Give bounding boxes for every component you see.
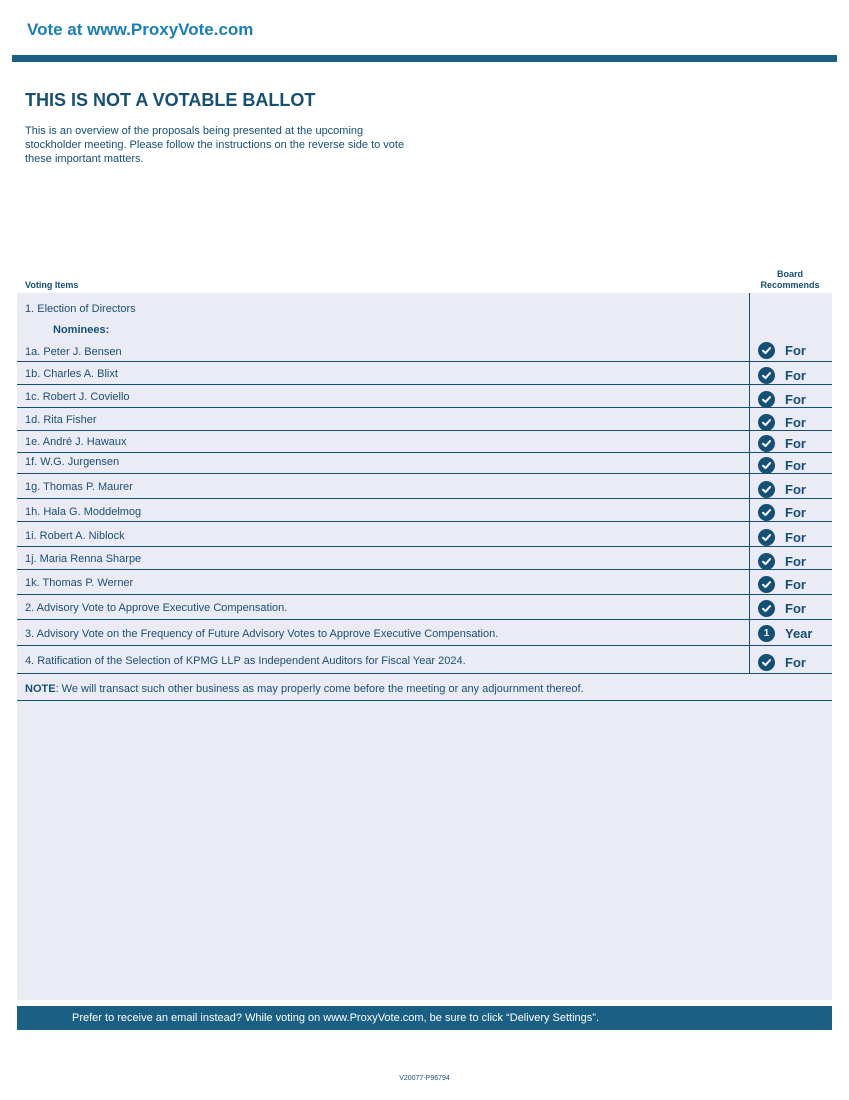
checkmark-icon [758,553,775,570]
recommendation-label: For [785,391,806,407]
checkmark-icon [758,342,775,359]
board-recommends-header [750,269,830,291]
board-recommendation [758,624,828,642]
row-label: 1a. Peter J. Bensen [25,346,122,358]
board-recommendation [758,390,828,408]
row-label: 1g. Thomas P. Maurer [25,481,133,493]
row-label: 1d. Rita Fisher [25,414,97,426]
checkmark-icon [758,457,775,474]
footer-bar [17,1006,832,1030]
note-label: NOTE [25,683,56,695]
row-label: 2. Advisory Vote to Approve Executive Compensation. [25,602,288,614]
proposal-1-label: 1. Election of Directors [25,303,136,315]
row-label: 1i. Robert A. Niblock [25,530,125,542]
checkmark-icon [758,367,775,384]
row-divider [17,645,832,646]
row-divider [17,521,832,522]
note-text [25,683,584,695]
recommendation-label: For [785,342,806,358]
checkmark-icon [758,391,775,408]
board-recommendation [758,599,828,617]
board-recommendation [758,434,828,452]
board-header-line: Board [776,269,803,279]
row-label: 1f. W.G. Jurgensen [25,456,120,468]
board-recommendation [758,456,828,474]
row-divider [17,473,832,474]
recommendation-label: For [785,435,806,451]
row-divider [17,407,832,408]
row-label: 1e. André J. Hawaux [25,436,127,448]
row-label: 1c. Robert J. Coviello [25,391,130,403]
recommendation-label: For [785,457,806,473]
row-divider [17,594,832,595]
document-code: V20077-P96794 [399,1075,450,1082]
row-label: 1k. Thomas P. Werner [25,577,134,589]
row-label: 1j. Maria Renna Sharpe [25,553,142,565]
row-divider [17,430,832,431]
board-recommendation [758,575,828,593]
row-divider [17,619,832,620]
recommendation-label: For [785,367,806,383]
footer-text: Prefer to receive an email instead? While voting on www.ProxyVote.com, be sure to click “Delivery Settings”. [72,1012,600,1024]
row-label: 4. Ratification of the Selection of KPMG LLP as Independent Auditors for Fiscal Year 2024. [25,655,466,667]
proxyvote-link[interactable]: Vote at www.ProxyVote.com [27,20,254,39]
recommendation-label: For [785,600,806,616]
board-recommendation [758,413,828,431]
checkmark-icon [758,654,775,671]
intro-text: This is an overview of the proposals being presented at the upcoming stockholder meeting. Please follow the instructions on the reverse side to vote these important matters. [25,125,405,165]
row-divider [17,546,832,547]
checkmark-icon [758,576,775,593]
checkmark-icon [758,529,775,546]
page-title: THIS IS NOT A VOTABLE BALLOT [25,90,316,110]
board-recommendation [758,503,828,521]
column-divider [749,293,750,673]
row-divider [17,673,832,674]
row-divider [17,361,832,362]
row-label: 1h. Hala G. Moddelmog [25,506,142,518]
row-label: 1b. Charles A. Blixt [25,368,118,380]
board-recommendation [758,552,828,570]
voting-items-header: Voting Items [25,280,79,290]
recommendation-label: For [785,654,806,670]
recommendation-label: For [785,576,806,592]
checkmark-icon [758,435,775,452]
recommendation-label: For [785,553,806,569]
recommendation-label: Year [785,625,813,641]
note-body: : We will transact such other business as may properly come before the meeting or any adjournment thereof. [55,683,584,695]
board-recommendation [758,480,828,498]
row-divider [17,700,832,701]
row-divider [17,498,832,499]
row-divider [17,452,832,453]
board-recommendation [758,341,828,359]
checkmark-icon [758,504,775,521]
board-recommendation [758,528,828,546]
recommends-header-line: Recommends [760,280,820,290]
nominees-label: Nominees: [53,324,110,336]
recommendation-label: For [785,414,806,430]
recommendation-label: For [785,504,806,520]
row-divider [17,384,832,385]
checkmark-icon [758,481,775,498]
row-divider [17,569,832,570]
board-recommendation [758,366,828,384]
row-label: 3. Advisory Vote on the Frequency of Future Advisory Votes to Approve Executive Compensation. [25,628,499,640]
board-recommendation [758,653,828,671]
checkmark-icon [758,600,775,617]
recommendation-label: For [785,481,806,497]
recommendation-label: For [785,529,806,545]
checkmark-icon [758,414,775,431]
header-rule [12,55,837,62]
voting-panel [17,293,832,1000]
number-one-icon: 1 [758,625,775,642]
